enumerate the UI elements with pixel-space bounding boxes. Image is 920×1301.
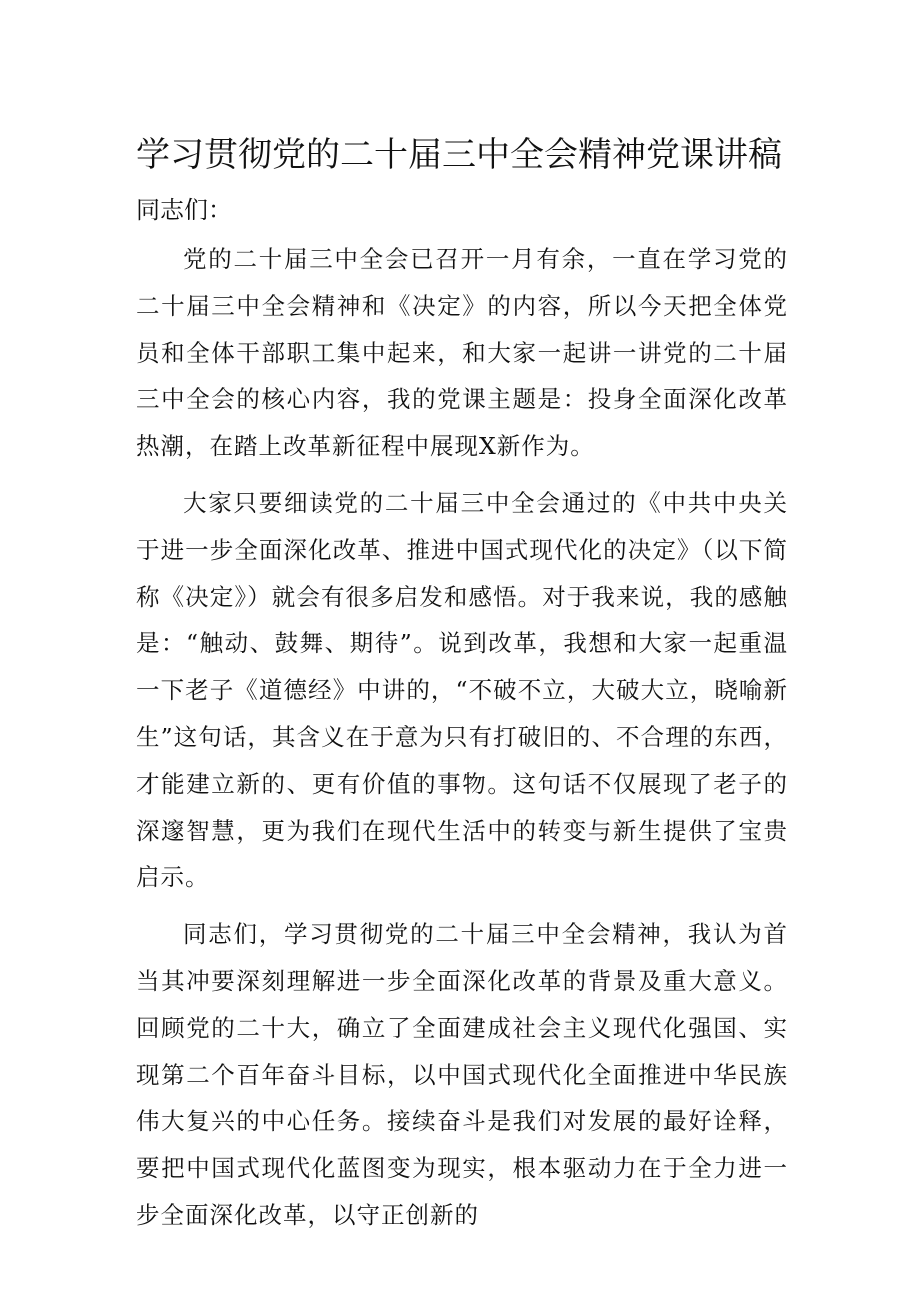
- paragraph-2: 大家只要细读党的二十届三中全会通过的《中共中央关于进一步全面深化改革、推进中国式现代化的决定》（以下简称《决定》）就会有很多启发和感悟。对于我来说，我的感触是：“触动、鼓舞、期待”。说到改革，我想和大家一起重温一下老子《道德经》中讲的，“不破不立，大破大立，晓喻新生”这句话，其含义在于意为只有打破旧的、不合理的东西，才能建立新的、更有价值的事物。这句话不仅展现了老子的深邃智慧，更为我们在现代生活中的转变与新生提供了宝贵启示。: [136, 488, 788, 892]
- paragraph-3: 同志们，学习贯彻党的二十届三中全会精神，我认为首当其冲要深刻理解进一步全面深化改革的背景及重大意义。回顾党的二十大，确立了全面建成社会主义现代化强国、实现第二个百年奋斗目标，以中国式现代化全面推进中华民族伟大复兴的中心任务。接续奋斗是我们对发展的最好诠释，要把中国式现代化蓝图变为现实，根本驱动力在于全力进一步全面深化改革，以守正创新的: [136, 920, 788, 1229]
- document-title: 学习贯彻党的二十届三中全会精神党课讲稿: [136, 135, 782, 175]
- salutation: 同志们：: [136, 196, 232, 224]
- document-body: [136, 236, 788, 1249]
- paragraph-1: 党的二十届三中全会已召开一月有余，一直在学习党的二十届三中全会精神和《决定》的内容，所以今天把全体党员和全体干部职工集中起来，和大家一起讲一讲党的二十届三中全会的核心内容，我的党课主题是：投身全面深化改革热潮，在踏上改革新征程中展现X新作为。: [136, 245, 788, 461]
